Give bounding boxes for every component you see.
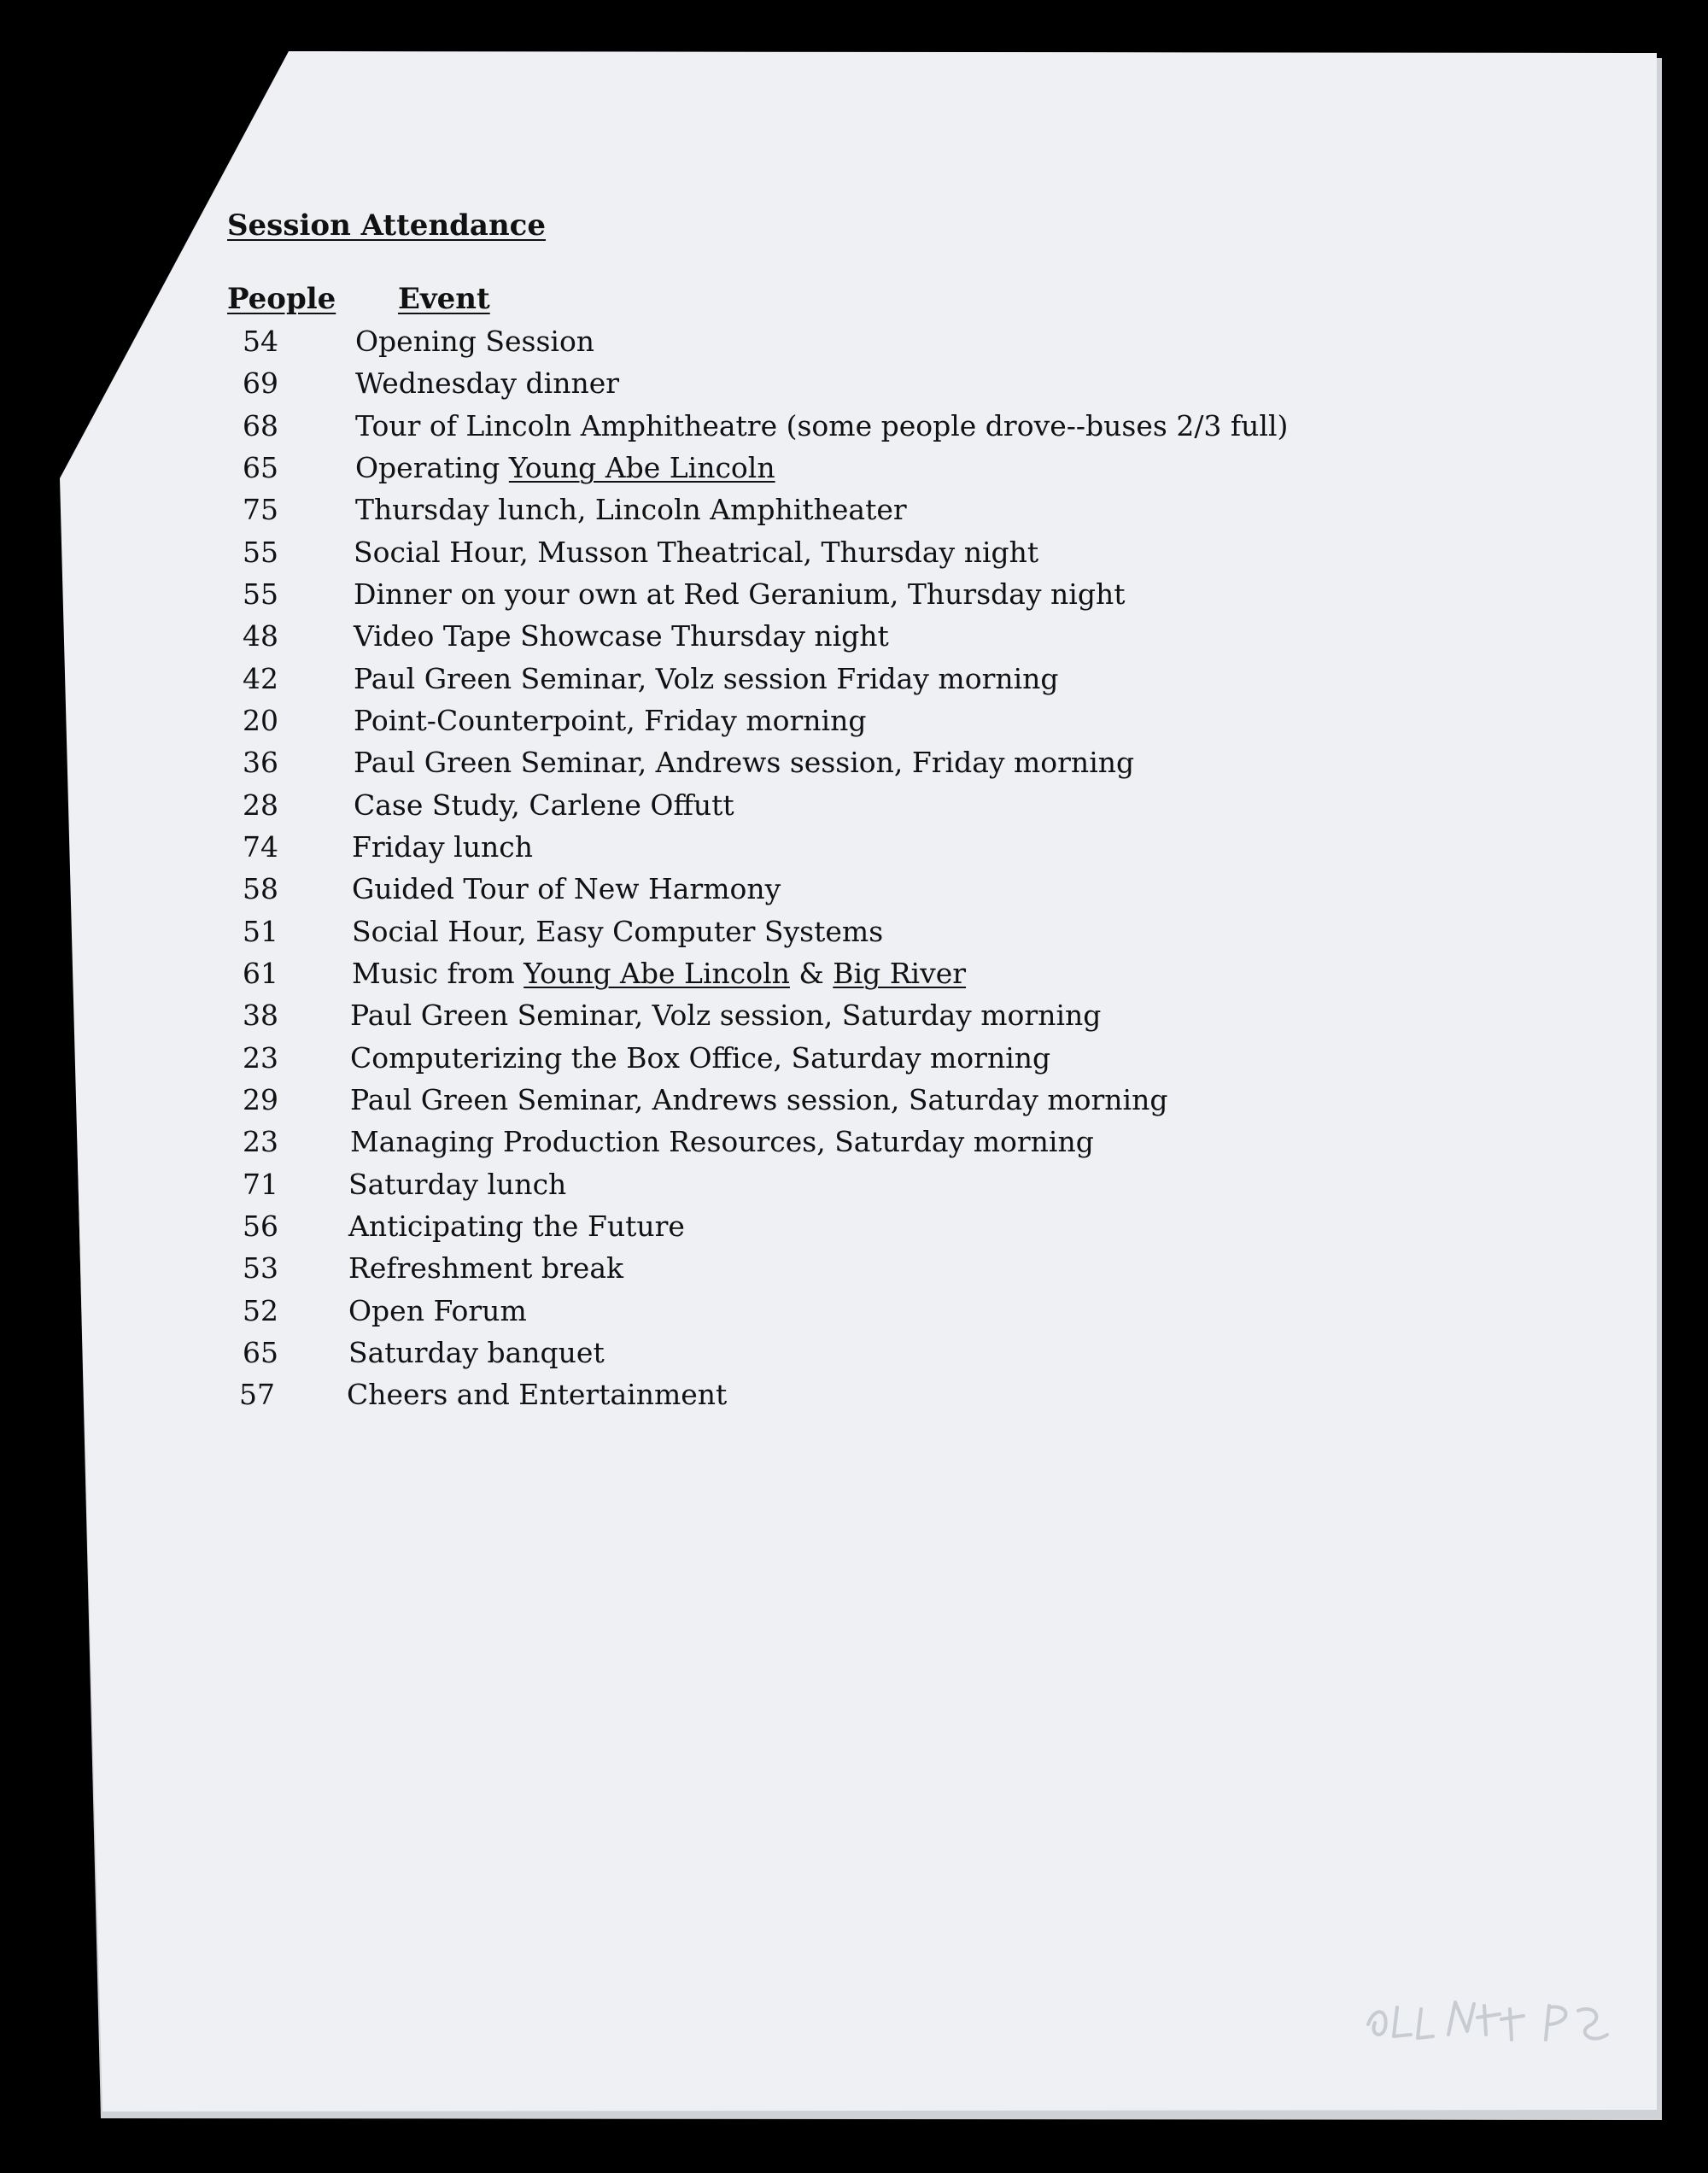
- people-count: 65: [243, 1336, 278, 1369]
- event-name: [355, 451, 775, 484]
- people-count: 71: [243, 1168, 278, 1201]
- table-row: [0, 746, 1452, 788]
- table-row: [0, 451, 1452, 493]
- people-count: 68: [243, 409, 278, 442]
- table-row: [0, 409, 1452, 451]
- event-name: Paul Green Seminar, Andrews session, Friday morning: [354, 746, 1135, 779]
- event-prefix: Music from: [352, 957, 524, 990]
- event-column-header: Event: [398, 282, 490, 316]
- people-count: 20: [243, 704, 278, 737]
- table-row: [0, 662, 1452, 704]
- event-name: Paul Green Seminar, Volz session, Saturday morning: [350, 999, 1102, 1032]
- table-row: [0, 1168, 1452, 1210]
- people-count: 58: [243, 872, 278, 905]
- table-row: [0, 1125, 1452, 1167]
- event-name: Saturday lunch: [348, 1168, 567, 1201]
- event-name: Paul Green Seminar, Volz session Friday morning: [354, 662, 1059, 695]
- table-row: [0, 872, 1452, 914]
- event-name: Video Tape Showcase Thursday night: [354, 619, 889, 653]
- event-name: [352, 957, 966, 990]
- table-row: [0, 999, 1452, 1040]
- event-name: Wednesday dinner: [355, 366, 620, 400]
- event-name: Case Study, Carlene Offutt: [354, 788, 734, 822]
- people-count: 36: [243, 746, 278, 779]
- table-row: [0, 1083, 1452, 1125]
- people-count: 28: [243, 788, 278, 822]
- pencil-handwriting-mark: [1360, 1971, 1616, 2048]
- table-row: [0, 957, 1452, 999]
- people-count: 48: [243, 619, 278, 653]
- people-count: 61: [243, 957, 278, 990]
- event-name: Friday lunch: [352, 830, 533, 864]
- people-count: 74: [243, 830, 278, 864]
- people-count: 55: [243, 536, 278, 569]
- people-count: 23: [243, 1125, 278, 1158]
- people-count: 51: [243, 915, 278, 948]
- event-name: Opening Session: [355, 325, 595, 358]
- event-name: Social Hour, Easy Computer Systems: [352, 915, 884, 948]
- table-row: [0, 1336, 1452, 1378]
- people-count: 53: [243, 1251, 278, 1285]
- event-name: Cheers and Entertainment: [347, 1378, 728, 1411]
- event-name: Anticipating the Future: [348, 1210, 685, 1243]
- table-row: [0, 830, 1452, 872]
- people-count: 29: [243, 1083, 278, 1116]
- table-row: [0, 493, 1452, 535]
- people-count: 75: [243, 493, 278, 526]
- table-row: [0, 915, 1452, 957]
- table-row: [0, 1378, 1452, 1420]
- page-title: Session Attendance: [227, 208, 547, 243]
- table-row: [0, 1210, 1452, 1251]
- people-count: 69: [243, 366, 278, 400]
- people-count: 23: [243, 1041, 278, 1075]
- table-row: [0, 577, 1452, 619]
- show-title: Young Abe Lincoln: [508, 451, 775, 484]
- table-row: [0, 325, 1452, 366]
- people-count: 54: [243, 325, 278, 358]
- table-row: [0, 619, 1452, 661]
- people-count: 52: [243, 1294, 278, 1327]
- table-row: [0, 1041, 1452, 1083]
- people-count: 65: [243, 451, 278, 484]
- table-row: [0, 366, 1452, 408]
- event-name: Saturday banquet: [348, 1336, 605, 1369]
- event-prefix: Operating: [355, 451, 509, 484]
- event-name: Open Forum: [348, 1294, 527, 1327]
- event-name: Thursday lunch, Lincoln Amphitheater: [355, 493, 907, 526]
- event-name: Refreshment break: [348, 1251, 624, 1285]
- people-count: 55: [243, 577, 278, 611]
- event-name: Computerizing the Box Office, Saturday morning: [350, 1041, 1051, 1075]
- event-name: Guided Tour of New Harmony: [352, 872, 781, 905]
- table-row: [0, 788, 1452, 830]
- event-connector: &: [789, 957, 834, 990]
- show-title: Big River: [833, 957, 967, 990]
- event-name: Tour of Lincoln Amphitheatre (some people drove--buses 2/3 full): [355, 409, 1289, 442]
- people-column-header: People: [227, 282, 336, 316]
- event-name: Paul Green Seminar, Andrews session, Saturday morning: [350, 1083, 1168, 1116]
- people-count: 56: [243, 1210, 278, 1243]
- show-title: Young Abe Lincoln: [524, 957, 790, 990]
- people-count: 57: [239, 1378, 275, 1411]
- event-name: Dinner on your own at Red Geranium, Thursday night: [354, 577, 1126, 611]
- people-count: 38: [243, 999, 278, 1032]
- table-row: [0, 704, 1452, 746]
- table-row: [0, 1294, 1452, 1336]
- event-name: Managing Production Resources, Saturday morning: [350, 1125, 1094, 1158]
- table-row: [0, 1251, 1452, 1293]
- people-count: 42: [243, 662, 278, 695]
- event-name: Point-Counterpoint, Friday morning: [354, 704, 867, 737]
- table-row: [0, 536, 1452, 577]
- event-name: Social Hour, Musson Theatrical, Thursday night: [354, 536, 1039, 569]
